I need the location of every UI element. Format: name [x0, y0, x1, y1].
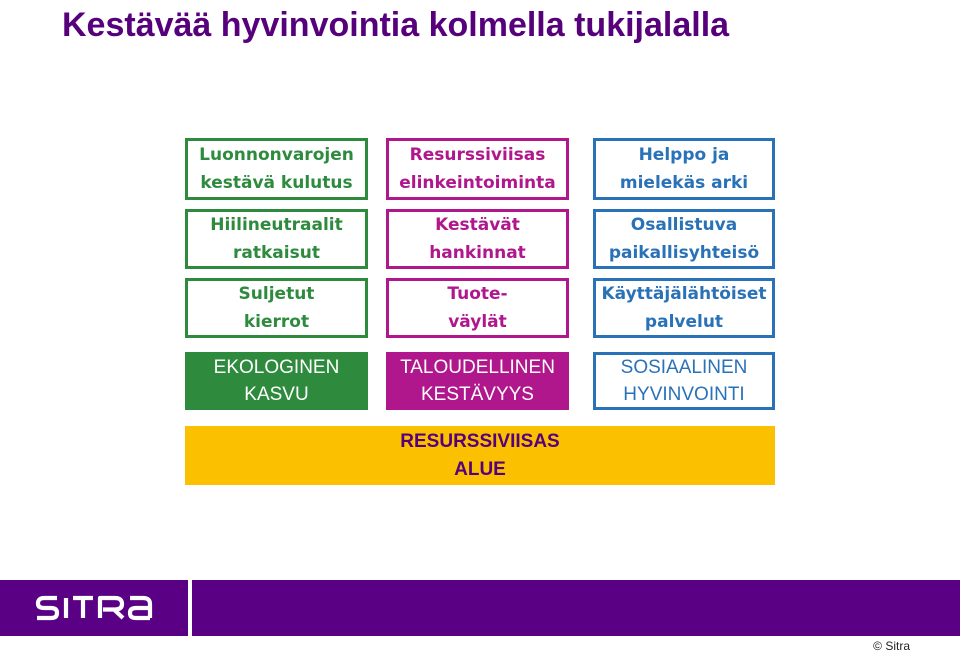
item-line: Tuote-	[447, 284, 508, 304]
item-line: Luonnonvarojen	[199, 145, 354, 165]
item-line: kestävä kulutus	[200, 173, 353, 193]
copyright-text: © Sitra	[873, 639, 910, 653]
item-line: Käyttäjälähtöiset	[601, 284, 767, 304]
foundation-line: ALUE	[454, 458, 506, 480]
item-line: mielekäs arki	[619, 173, 749, 193]
social-item-community	[593, 209, 775, 269]
item-line: ratkaisut	[233, 243, 320, 263]
foundation-resource-wise-region	[185, 426, 775, 485]
footer-band	[0, 580, 960, 636]
item-line: palvelut	[644, 312, 724, 332]
item-line: Kestävät	[435, 215, 520, 235]
sitra-logo	[0, 580, 192, 636]
pillar-line: TALOUDELLINEN	[400, 357, 555, 378]
item-line: väylät	[448, 312, 507, 332]
pillar-line: EKOLOGINEN	[213, 357, 340, 378]
pillar-line: KASVU	[244, 384, 309, 405]
item-line: Suljetut	[238, 284, 315, 304]
item-line: Helppo ja	[638, 145, 730, 165]
pillar-ecological	[185, 352, 368, 410]
item-line: Osallistuva	[630, 215, 738, 235]
economic-item-procurement	[386, 209, 569, 269]
economic-item-product-paths	[386, 278, 569, 338]
social-item-services	[593, 278, 775, 338]
pillar-line: KESTÄVYYS	[420, 384, 534, 405]
item-line: paikallisyhteisö	[608, 243, 760, 263]
pillar-line: HYVINVOINTI	[623, 384, 745, 405]
ecological-item-consumption	[185, 138, 368, 200]
ecological-item-closed-loops	[185, 278, 368, 338]
item-line: hankinnat	[429, 243, 526, 263]
page-title: Kestävää hyvinvointia kolmella tukijalalla	[62, 6, 730, 44]
foundation-line: RESURSSIVIISAS	[400, 430, 560, 452]
social-item-everyday	[593, 138, 775, 200]
item-line: elinkeintoiminta	[399, 173, 556, 193]
sitra-logo-icon	[35, 594, 153, 622]
pillar-social	[593, 352, 775, 410]
item-line: Resurssiviisas	[409, 145, 546, 165]
item-line: kierrot	[243, 312, 310, 332]
item-line: Hiilineutraalit	[210, 215, 343, 235]
pillar-economic	[386, 352, 569, 410]
pillar-line: SOSIAALINEN	[620, 357, 748, 378]
ecological-item-carbon-neutral	[185, 209, 368, 269]
economic-item-business	[386, 138, 569, 200]
